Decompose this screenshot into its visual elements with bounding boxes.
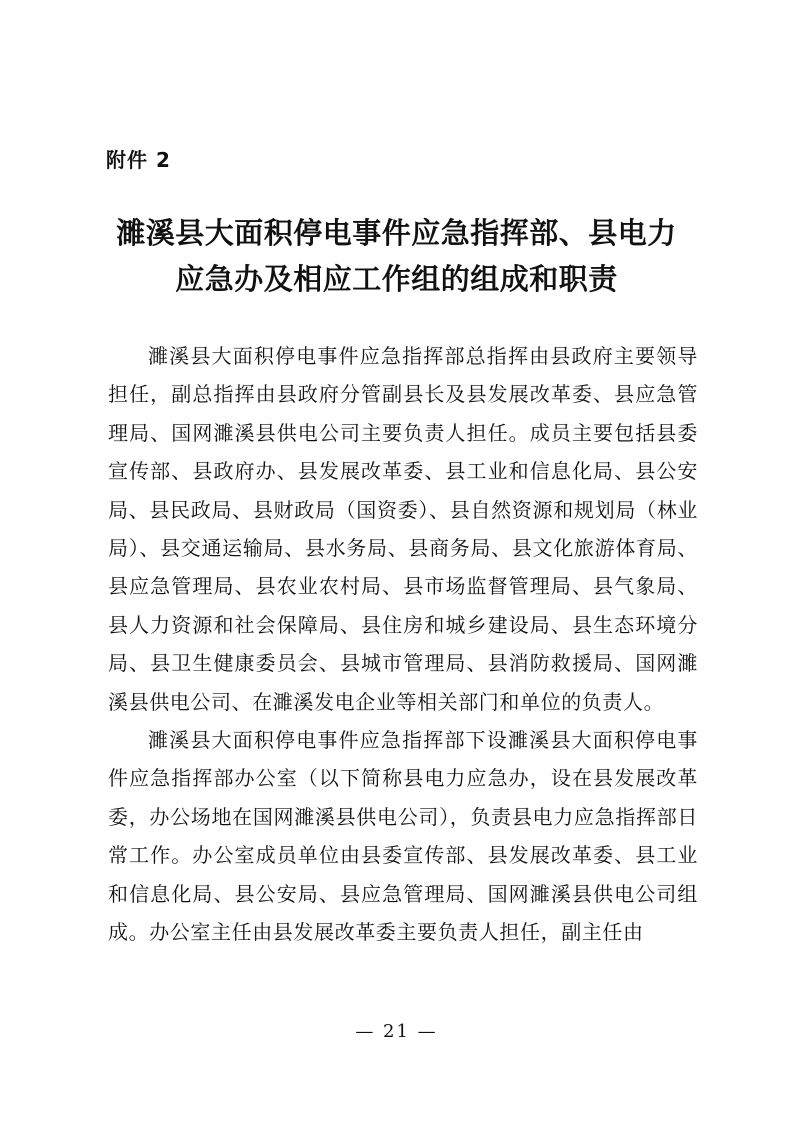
document-title xyxy=(0,210,793,302)
title-line-1: 濉溪县大面积停电事件应急指挥部、县电力 xyxy=(116,216,677,250)
paragraph-1: 濉溪县大面积停电事件应急指挥部总指挥由县政府主要领导担任，副总指挥由县政府分管副县长及县发展改革委、县应急管理局、国网濉溪县供电公司主要负责人担任。成员主要包括县委宣传部、县政府办、县发展改革委、县工业和信息化局、县公安局、县民政局、县财政局（国资委）、县自然资源和规划局（林业局）、县交通运输局、县水务局、县商务局、县文化旅游体育局、县应急管理局、县农业农村局、县市场监督管理局、县气象局、县人力资源和社会保障局、县住房和城乡建设局、县生态环境分局、县卫生健康委员会、县城市管理局、县消防救援局、国网濉溪县供电公司、在濉溪发电企业等相关部门和单位的负责人。 xyxy=(108,344,698,714)
page-number: — 21 — xyxy=(355,1021,438,1042)
paragraph-2: 濉溪县大面积停电事件应急指挥部下设濉溪县大面积停电事件应急指挥部办公室（以下简称县电力应急办，设在县发展改革委，办公场地在国网濉溪县供电公司），负责县电力应急指挥部日常工作。办公室成员单位由县委宣传部、县发展改革委、县工业和信息化局、县公安局、县应急管理局、国网濉溪县供电公司组成。办公室主任由县发展改革委主要负责人担任，副主任由 xyxy=(108,728,698,945)
document-body xyxy=(108,337,698,952)
title-line-2: 应急办及相应工作组的组成和职责 xyxy=(175,262,618,296)
attachment-label: 附件 2 xyxy=(106,148,171,172)
